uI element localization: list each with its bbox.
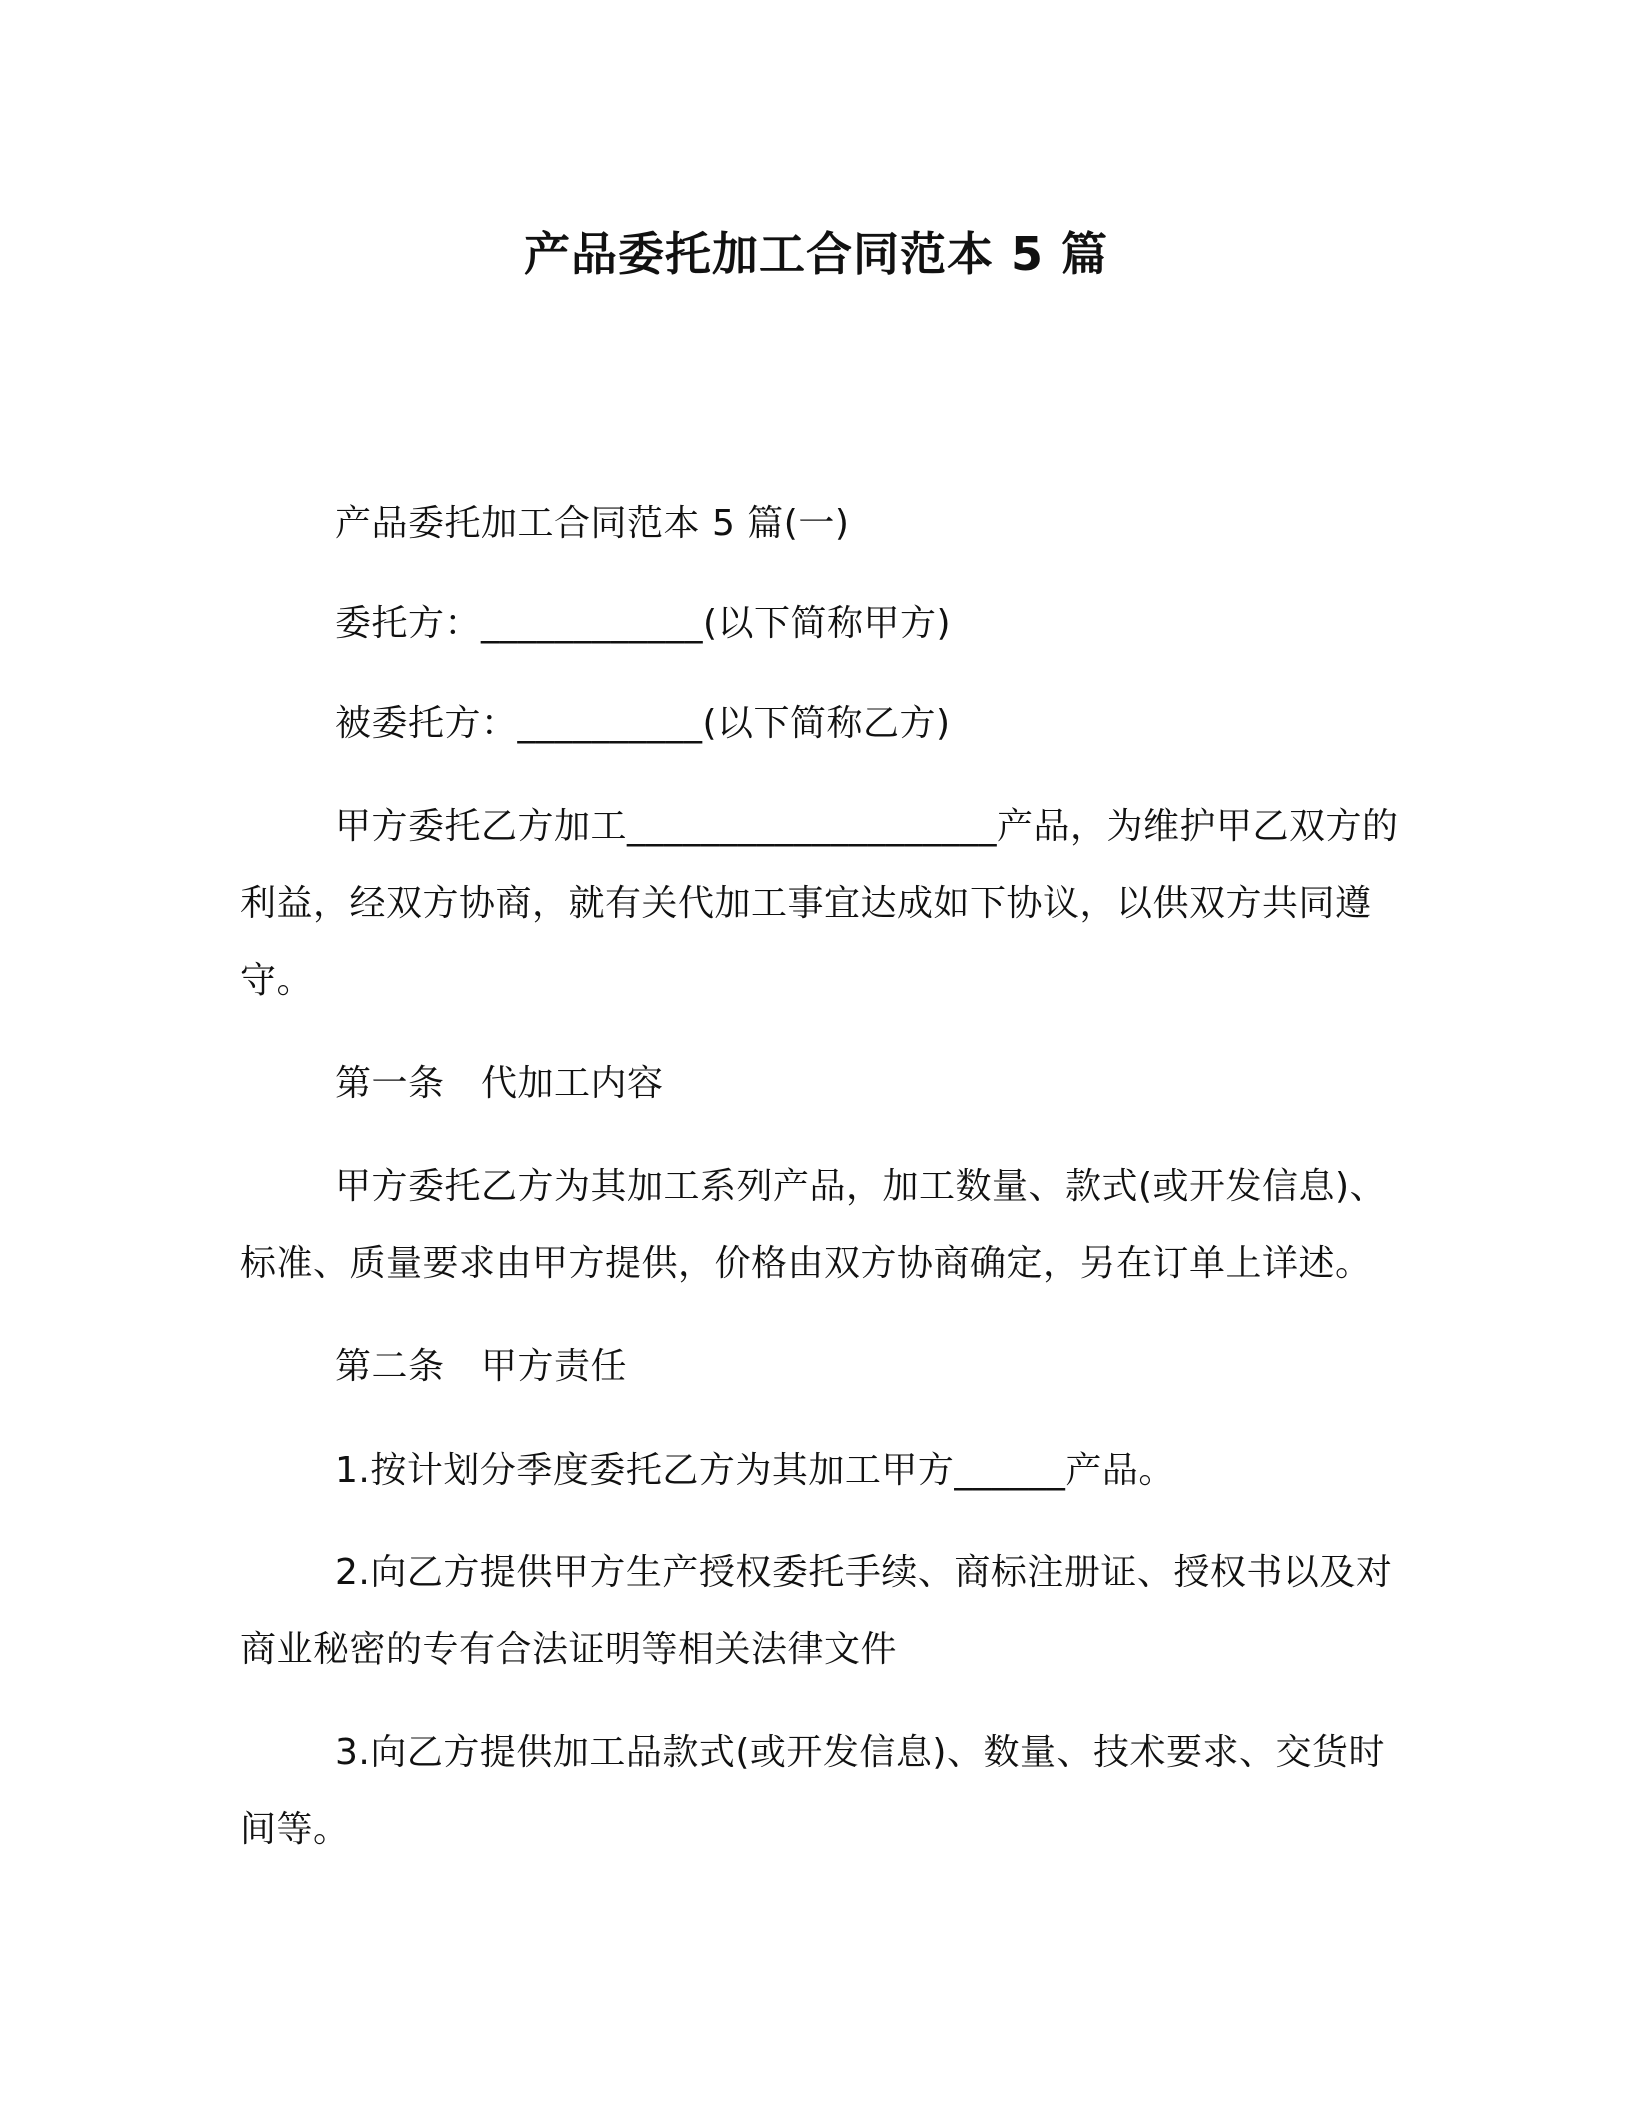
article-2-heading: 第二条 甲方责任 [335,1346,628,1387]
article-1-body: 甲方委托乙方为其加工系列产品，加工数量、款式(或开发信息)、标准、质量要求由甲方提供，价格由双方协商确定，另在订单上详述。 [240,1166,1387,1284]
article-1-heading: 第一条 代加工内容 [335,1063,664,1104]
preamble-paragraph: 甲方委托乙方加工____________________产品，为维护甲乙双方的利益，经双方协商，就有关代加工事宜达成如下协议，以供双方共同遵守。 [240,806,1399,1001]
document-title: 产品委托加工合同范本 5 篇 [523,227,1109,281]
article-2-item-3: 3.向乙方提供加工品款式(或开发信息)、数量、技术要求、交货时间等。 [240,1732,1385,1850]
party-b-line: 被委托方：__________(以下简称乙方) [335,703,951,744]
article-2-item-1: 1.按计划分季度委托乙方为其加工甲方______产品。 [335,1450,1175,1491]
subtitle-paragraph: 产品委托加工合同范本 5 篇(一) [335,503,850,544]
party-a-line: 委托方：____________(以下简称甲方) [335,603,952,644]
article-2-item-2: 2.向乙方提供甲方生产授权委托手续、商标注册证、授权书以及对商业秘密的专有合法证明等相关法律文件 [240,1552,1393,1670]
